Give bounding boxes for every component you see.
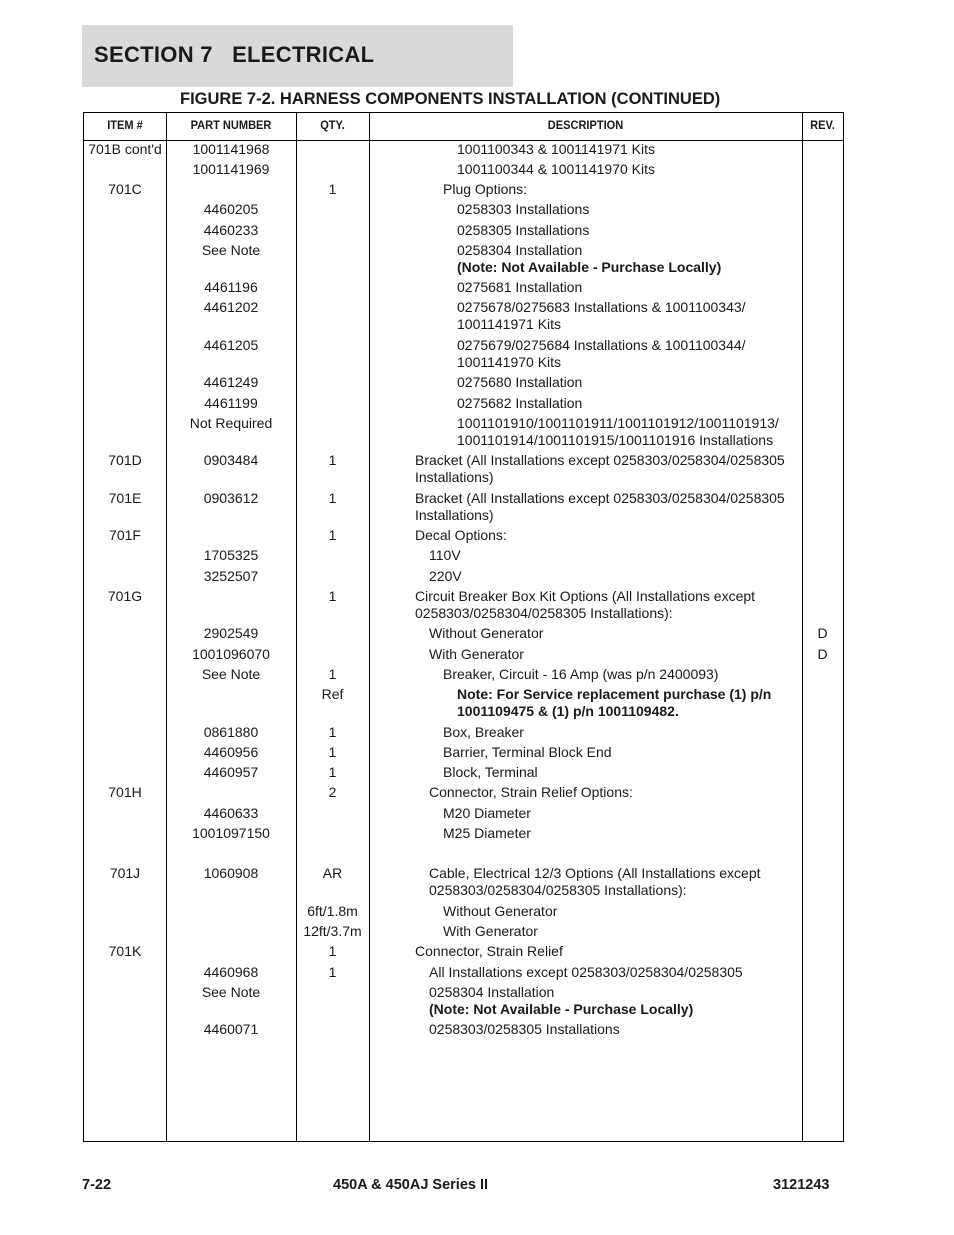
description-line: 0258304 Installation <box>429 984 555 1000</box>
description-line: With Generator <box>443 923 538 939</box>
part-number-cell: 1705325 <box>203 547 259 563</box>
header-part-number: PART NUMBER <box>190 118 272 132</box>
description-line: Installations) <box>415 507 494 523</box>
part-number-cell: 0861880 <box>203 724 259 740</box>
qty-cell: 1 <box>328 724 337 740</box>
item-number-cell: 701F <box>109 527 141 543</box>
part-number-cell: 4461202 <box>203 299 259 315</box>
part-number-cell: 4460633 <box>203 805 259 821</box>
description-note: 1001109475 & (1) p/n 1001109482. <box>457 703 679 719</box>
description-line: 1001100344 & 1001141970 Kits <box>457 161 655 177</box>
description-line: 0258303/0258305 Installations <box>429 1021 620 1037</box>
description-line: 1001141971 Kits <box>457 316 562 332</box>
description-line: 0275680 Installation <box>457 374 583 390</box>
part-number-cell: See Note <box>201 242 261 258</box>
description-line: 220V <box>429 568 462 584</box>
qty-cell: 1 <box>328 181 337 197</box>
part-number-cell: 2902549 <box>203 625 259 641</box>
description-line: 0258303/0258304/0258305 Installations): <box>415 605 673 621</box>
description-line: 0258303 Installations <box>457 201 590 217</box>
part-number-cell: 4460968 <box>203 964 259 980</box>
description-line: Bracket (All Installations except 0258303/0258304/0258305 <box>415 490 785 506</box>
description-note: Note: For Service replacement purchase (1) p/n <box>457 686 772 702</box>
description-line: Block, Terminal <box>443 764 538 780</box>
header-description: DESCRIPTION <box>547 118 624 132</box>
description-line: Circuit Breaker Box Kit Options (All Installations except <box>415 588 756 604</box>
header-item: ITEM # <box>107 118 143 132</box>
item-number-cell: 701K <box>108 943 142 959</box>
qty-cell: 12ft/3.7m <box>303 923 362 939</box>
description-line: Plug Options: <box>443 181 528 197</box>
column-divider <box>296 113 297 1141</box>
description-line: 0258304 Installation <box>457 242 583 258</box>
description-line: 1001141970 Kits <box>457 354 562 370</box>
item-number-cell: 701C <box>108 181 142 197</box>
part-number-cell: 4460205 <box>203 201 259 217</box>
qty-cell: 1 <box>328 452 337 468</box>
item-number-cell: 701B cont'd <box>88 141 162 157</box>
qty-cell: 1 <box>328 588 337 604</box>
description-line: 1001100343 & 1001141971 Kits <box>457 141 655 157</box>
part-number-cell: 4460957 <box>203 764 259 780</box>
part-number-cell: 4461196 <box>204 279 258 295</box>
description-line: With Generator <box>429 646 524 662</box>
footer-model: 450A & 450AJ Series II <box>333 1177 489 1193</box>
qty-cell: 6ft/1.8m <box>307 903 358 919</box>
qty-cell: 1 <box>328 964 337 980</box>
description-line: Cable, Electrical 12/3 Options (All Installations except <box>429 865 761 881</box>
part-number-cell: 4460071 <box>203 1021 259 1037</box>
parts-table <box>83 112 844 1142</box>
description-line: 0258303/0258304/0258305 Installations): <box>429 882 687 898</box>
description-line: Bracket (All Installations except 0258303/0258304/0258305 <box>415 452 785 468</box>
description-line: Breaker, Circuit - 16 Amp (was p/n 2400093) <box>443 666 719 682</box>
description-line: 0275681 Installation <box>457 279 583 295</box>
item-number-cell: 701J <box>109 865 141 881</box>
qty-cell: Ref <box>321 686 344 702</box>
item-number-cell: 701E <box>108 490 142 506</box>
description-line: 1001101914/1001101915/1001101916 Installations <box>457 432 774 448</box>
description-line: Without Generator <box>443 903 558 919</box>
section-title: SECTION 7 ELECTRICAL <box>94 42 375 67</box>
description-line: Box, Breaker <box>443 724 524 740</box>
part-number-cell: 4460233 <box>203 222 259 238</box>
description-note: (Note: Not Available - Purchase Locally) <box>457 259 722 275</box>
part-number-cell: 4460956 <box>203 744 259 760</box>
header-qty: QTY. <box>320 118 345 132</box>
figure-title: FIGURE 7-2. HARNESS COMPONENTS INSTALLATION (CONTINUED) <box>180 90 721 108</box>
rev-cell: D <box>817 646 828 662</box>
item-number-cell: 701H <box>108 784 142 800</box>
part-number-cell: 1001141969 <box>192 161 270 177</box>
part-number-cell: 0903484 <box>203 452 259 468</box>
description-line: M25 Diameter <box>443 825 531 841</box>
description-line: 0275679/0275684 Installations & 1001100344/ <box>457 337 746 353</box>
part-number-cell: See Note <box>201 984 261 1000</box>
qty-cell: 2 <box>328 784 337 800</box>
part-number-cell: 0903612 <box>203 490 259 506</box>
part-number-cell: Not Required <box>189 415 273 431</box>
part-number-cell: 4461249 <box>203 374 259 390</box>
description-line: Connector, Strain Relief Options: <box>429 784 633 800</box>
item-number-cell: 701D <box>108 452 142 468</box>
footer-page-number: 7-22 <box>82 1177 112 1193</box>
footer-doc-number: 3121243 <box>773 1177 830 1193</box>
part-number-cell: 3252507 <box>203 568 259 584</box>
description-line: Connector, Strain Relief <box>415 943 563 959</box>
description-line: Decal Options: <box>415 527 507 543</box>
description-line: 0275682 Installation <box>457 395 583 411</box>
qty-cell: 1 <box>328 764 337 780</box>
description-line: 0258305 Installations <box>457 222 590 238</box>
description-line: 1001101910/1001101911/1001101912/1001101913/ <box>457 415 779 431</box>
part-number-cell: 1001097150 <box>192 825 270 841</box>
item-number-cell: 701G <box>107 588 143 604</box>
column-divider <box>369 113 370 1141</box>
description-line: Installations) <box>415 469 494 485</box>
description-line: 110V <box>429 547 461 563</box>
qty-cell: 1 <box>328 666 337 682</box>
description-line: 0275678/0275683 Installations & 1001100343/ <box>457 299 746 315</box>
part-number-cell: 1001141968 <box>192 141 270 157</box>
qty-cell: AR <box>322 865 343 881</box>
part-number-cell: See Note <box>201 666 261 682</box>
qty-cell: 1 <box>328 490 337 506</box>
section-banner <box>82 25 513 87</box>
qty-cell: 1 <box>328 527 337 543</box>
qty-cell: 1 <box>328 943 337 959</box>
part-number-cell: 4461199 <box>204 395 258 411</box>
description-line: All Installations except 0258303/0258304/0258305 <box>429 964 743 980</box>
part-number-cell: 1001096070 <box>192 646 270 662</box>
header-rev: REV. <box>810 118 835 132</box>
part-number-cell: 1060908 <box>203 865 259 881</box>
description-line: Without Generator <box>429 625 544 641</box>
rev-cell: D <box>817 625 828 641</box>
description-note: (Note: Not Available - Purchase Locally) <box>429 1001 694 1017</box>
description-line: M20 Diameter <box>443 805 531 821</box>
qty-cell: 1 <box>328 744 337 760</box>
description-line: Barrier, Terminal Block End <box>443 744 612 760</box>
part-number-cell: 4461205 <box>203 337 259 353</box>
